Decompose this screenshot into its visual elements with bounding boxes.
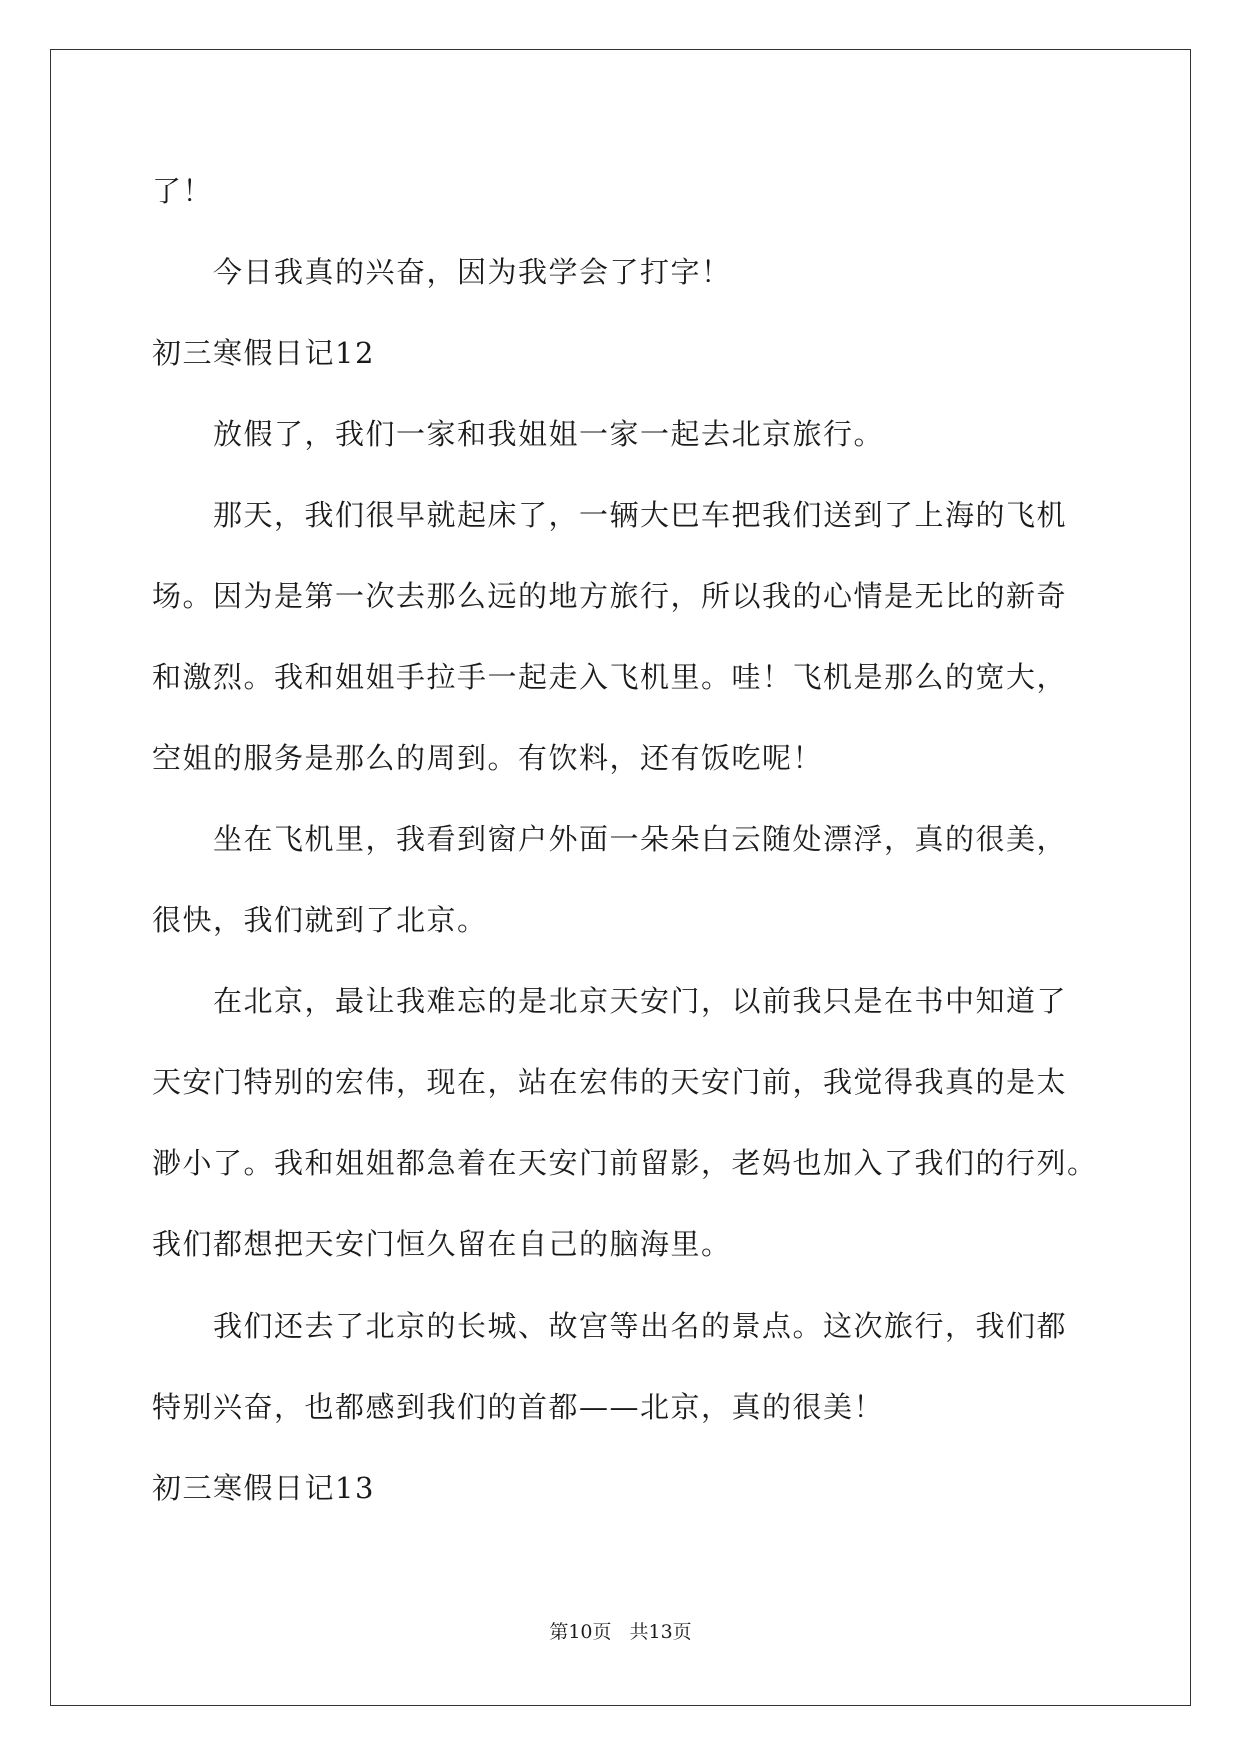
paragraph-line: 那天，我们很早就起床了，一辆大巴车把我们送到了上海的飞机: [152, 498, 1068, 532]
page-total: 共13页: [629, 1621, 692, 1643]
paragraph-line: 今日我真的兴奋，因为我学会了打字！: [152, 255, 732, 289]
paragraph-line: 场。因为是第一次去那么远的地方旅行，所以我的心情是无比的新奇: [152, 579, 1068, 613]
page-number: 第10页: [549, 1621, 612, 1643]
paragraph-line: 了！: [152, 174, 214, 208]
paragraph-line: 渺小了。我和姐姐都急着在天安门前留影，老妈也加入了我们的行列。: [152, 1146, 1098, 1180]
page-border: [50, 49, 1191, 1706]
paragraph-line: 天安门特别的宏伟，现在，站在宏伟的天安门前，我觉得我真的是太: [152, 1065, 1068, 1099]
section-heading: 初三寒假日记12: [152, 336, 375, 370]
paragraph-line: 坐在飞机里，我看到窗户外面一朵朵白云随处漂浮，真的很美，: [152, 822, 1068, 856]
paragraph-line: 放假了，我们一家和我姐姐一家一起去北京旅行。: [152, 417, 885, 451]
section-heading: 初三寒假日记13: [152, 1471, 375, 1505]
paragraph-line: 我们还去了北京的长城、故宫等出名的景点。这次旅行，我们都: [152, 1309, 1068, 1343]
paragraph-line: 很快，我们就到了北京。: [152, 903, 488, 937]
paragraph-line: 和激烈。我和姐姐手拉手一起走入飞机里。哇！飞机是那么的宽大，: [152, 660, 1068, 694]
paragraph-line: 特别兴奋，也都感到我们的首都——北京，真的很美！: [152, 1390, 885, 1424]
paragraph-line: 在北京，最让我难忘的是北京天安门，以前我只是在书中知道了: [152, 984, 1068, 1018]
paragraph-line: 空姐的服务是那么的周到。有饮料，还有饭吃呢！: [152, 741, 824, 775]
page-footer: [0, 1620, 1241, 1644]
paragraph-line: 我们都想把天安门恒久留在自己的脑海里。: [152, 1227, 732, 1261]
